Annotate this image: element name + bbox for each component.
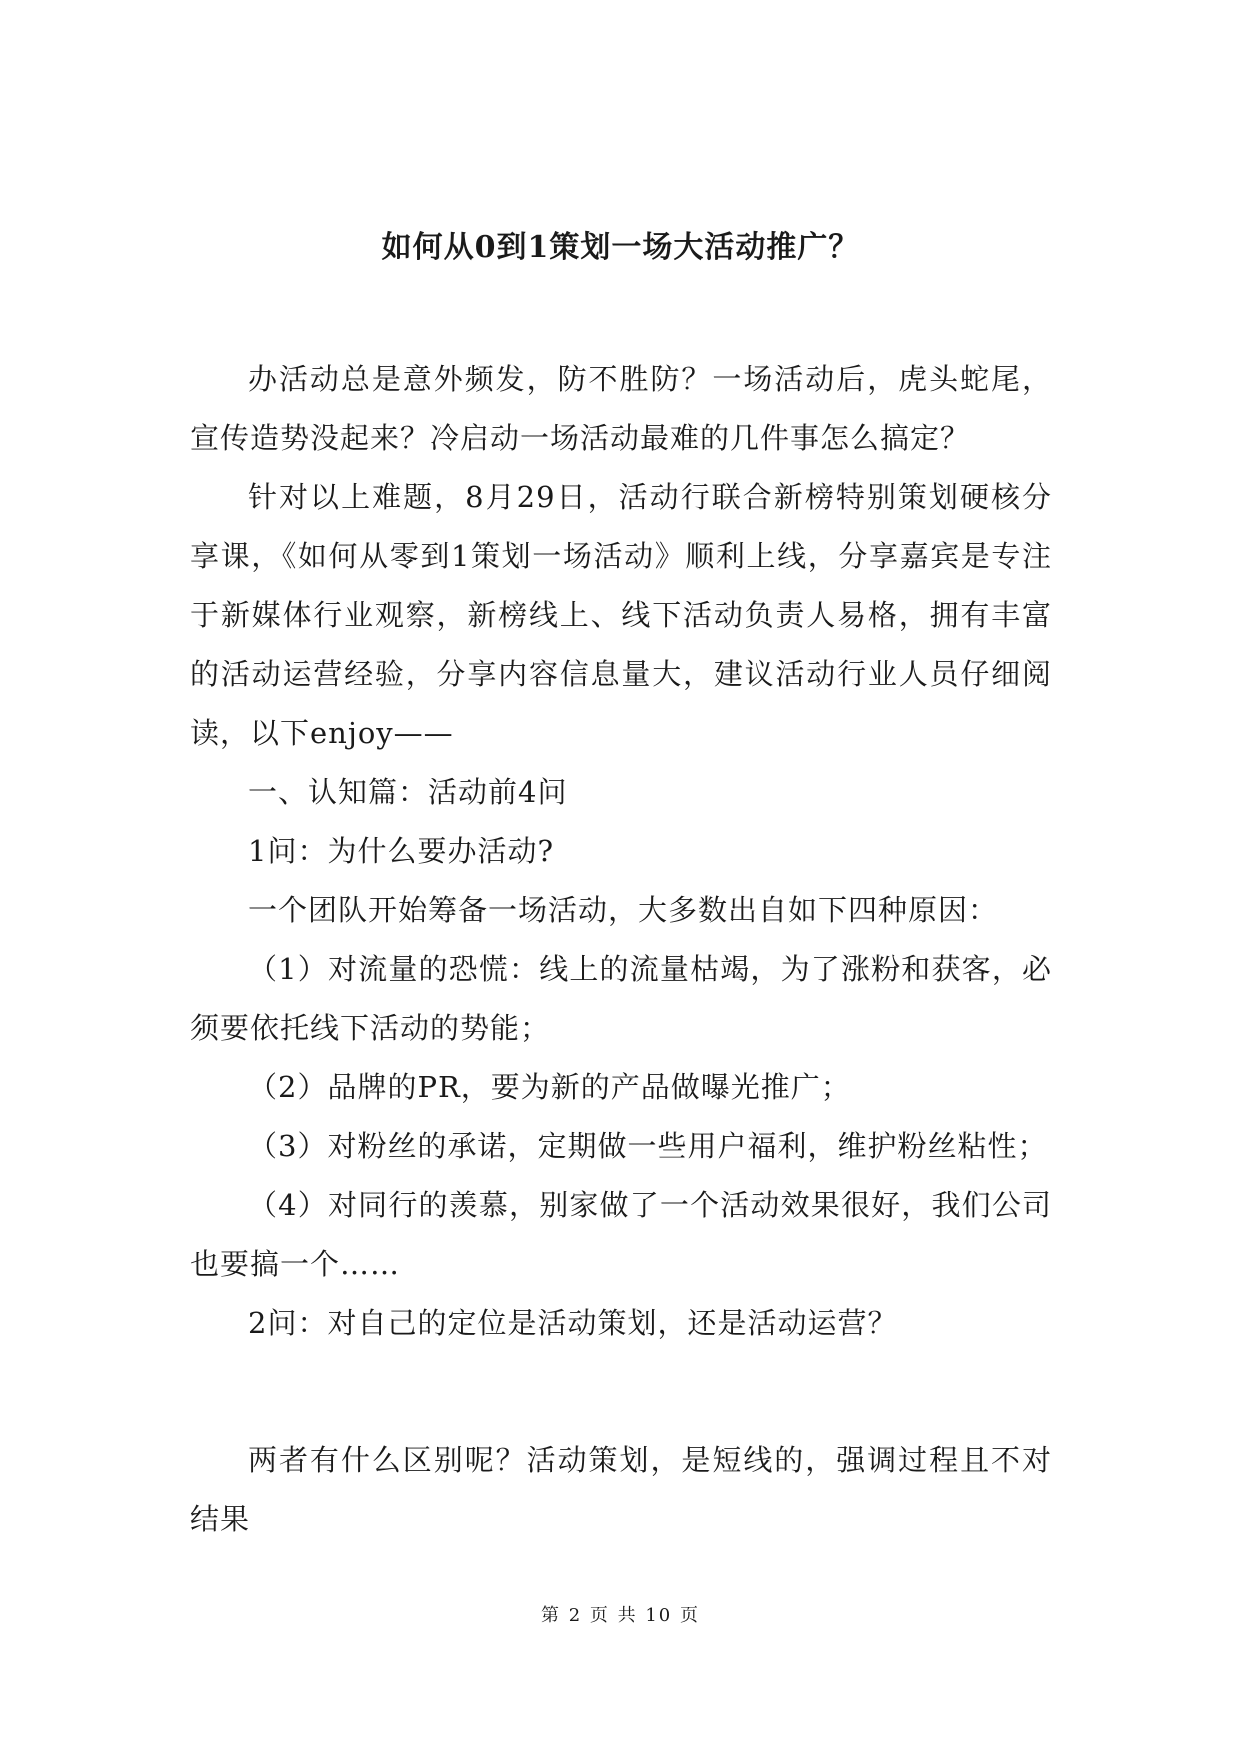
question-heading-2: 2问：对自己的定位是活动策划，还是活动运营？	[248, 1306, 898, 1340]
paragraph-reasons-intro: 一个团队开始筹备一场活动，大多数出自如下四种原因：	[248, 893, 999, 927]
reason-item-3: （3）对粉丝的承诺，定期做一些用户福利，维护粉丝粘性；	[248, 1129, 1048, 1163]
reason-item-2: （2）品牌的PR，要为新的产品做曝光推广；	[248, 1070, 851, 1104]
paragraph-difference: 两者有什么区别呢？活动策划，是短线的，强调过程且不对结果	[190, 1443, 1052, 1536]
page-footer: 第 2 页 共 10 页	[541, 1605, 700, 1626]
reason-item-4: （4）对同行的羡慕，别家做了一个活动效果很好，我们公司也要搞一个……	[190, 1188, 1052, 1281]
question-heading-1: 1问：为什么要办活动?	[248, 834, 554, 868]
document-title: 如何从0到1策划一场大活动推广？	[381, 230, 860, 265]
paragraph-background: 针对以上难题，8月29日，活动行联合新榜特别策划硬核分享课，《如何从零到1策划一场活动》顺利上线，分享嘉宾是专注于新媒体行业观察，新榜线上、线下活动负责人易格，拥有丰富的活动运营经验，分享内容信息量大，建议活动行业人员仔细阅读，以下enjoy——	[190, 480, 1052, 750]
section-heading-cognition: 一、认知篇：活动前4问	[248, 775, 568, 809]
paragraph-intro: 办活动总是意外频发，防不胜防？一场活动后，虎头蛇尾，宣传造势没起来？冷启动一场活动最难的几件事怎么搞定？	[190, 362, 1052, 455]
reason-item-1: （1）对流量的恐慌：线上的流量枯竭，为了涨粉和获客，必须要依托线下活动的势能；	[190, 952, 1052, 1045]
document-body	[190, 350, 1052, 1549]
